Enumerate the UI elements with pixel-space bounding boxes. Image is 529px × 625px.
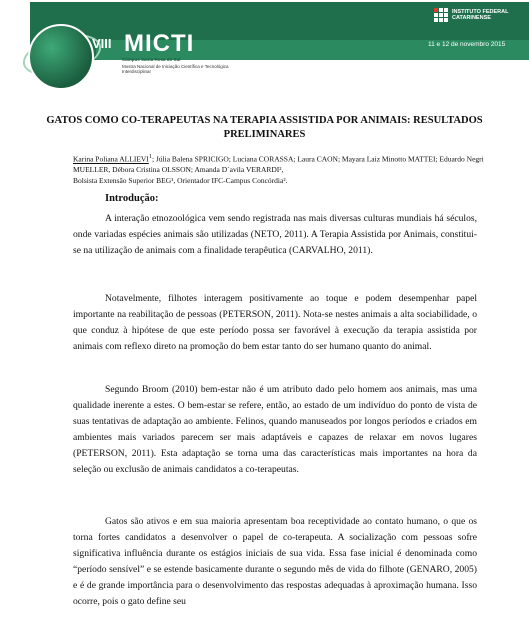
section-heading-introduction: Introdução: [105, 193, 159, 204]
paragraph-text: Notavelmente, filhotes interagem positivamente ao toque e podem desempenhar papel importante na reabilitação de pessoas (PETERSON, 2011). Nota-se nestes animais a alta sociabilidade, o que conduz à hipótese de que este período possa ser favorável à execução da terapia assistida por animais com reflexo direto na promoção do bem estar tanto do ser humano quanto do animal. [73, 293, 477, 353]
other-authors: ; Júlia Balena SPRICIGO; Luciana CORASSA; Laura CAON; Mayara Laiz Minotto MATTEI; Eduardo Negri MUELLER, Débora Cristina OLSSON; Amanda D´avila VERARDI², [73, 154, 484, 174]
body-paragraph-4 [73, 514, 477, 611]
event-brand: MICTI [124, 30, 195, 57]
institution-name-line1: INSTITUTO FEDERAL [452, 9, 509, 15]
author-list [73, 152, 493, 186]
event-banner [0, 0, 529, 92]
event-date: 11 e 12 de novembro 2015 [428, 41, 506, 48]
event-edition: VIII [92, 36, 112, 51]
paragraph-text: Segundo Broom (2010) bem-estar não é um atributo dado pelo homem aos animais, mas uma qualidade inerente a estes. O bem-estar se refere, então, ao estado de um indivíduo do ponto de vista de suas tentativas de adaptação ao ambiente. Felinos, quando manuseados por longos períodos e criados em ambientes mais variados parecem ser mais adaptáveis e capazes de relaxar em novos lugares (PETERSON, 2011). Esta adaptação se torna uma das características mais importantes na hora da seleção ou exclusão de animais candidatos a co-terapeutas. [73, 384, 477, 476]
event-subtitle: Mostra Nacional de Iniciação Científica e Tecnológica Interdisciplinar [122, 64, 229, 74]
paragraph-text: Gatos são ativos e em sua maioria apresentam boa receptividade ao contato humano, o que os torna fortes candidatos a desenvolver o papel de co-terapeuta. A socialização com pessoas sofre significativa influência durante os estágios iniciais de sua vida. Essa fase inicial é denominada como “período sensível” e se estende basicamente durante o segundo mês de vida do filhote (GENARO, 2005) e é de grande importância para o desenvolvimento das respostas adequadas à aproximação humana. Isso ocorre, pois o gato define seu [73, 516, 477, 608]
body-paragraph-3 [73, 382, 477, 479]
paragraph-text: A interação etnozoológica vem sendo registrada nas mais diversas culturas mundiais há séculos, onde variadas espécies animais são utilizadas (NETO, 2011). A Terapia Assistida por Animais, constitui-se na utilização de animais com a finalidade terapêutica (CARVALHO, 2011). [73, 213, 477, 257]
affiliations: Bolsista Extensão Superior BEG¹, Orientador IFC-Campus Concórdia². [73, 175, 288, 185]
institution-name [452, 9, 508, 21]
event-campus: Câmpus Santa Rosa do Sul [122, 57, 181, 62]
first-author-sup: 1 [148, 153, 152, 160]
first-author: Karina Poliana ALLIEVI [73, 154, 149, 164]
body-paragraph-2 [73, 291, 477, 355]
paper-title: GATOS COMO CO-TERAPEUTAS NA TERAPIA ASSISTIDA POR ANIMAIS: RESULTADOS PRELIMINARES [46, 115, 483, 140]
institution-name-line2: CATARINENSE [452, 15, 491, 21]
body-paragraph-1 [73, 211, 477, 259]
institution-logo-icon [434, 8, 448, 22]
globe-logo-icon [28, 24, 94, 90]
